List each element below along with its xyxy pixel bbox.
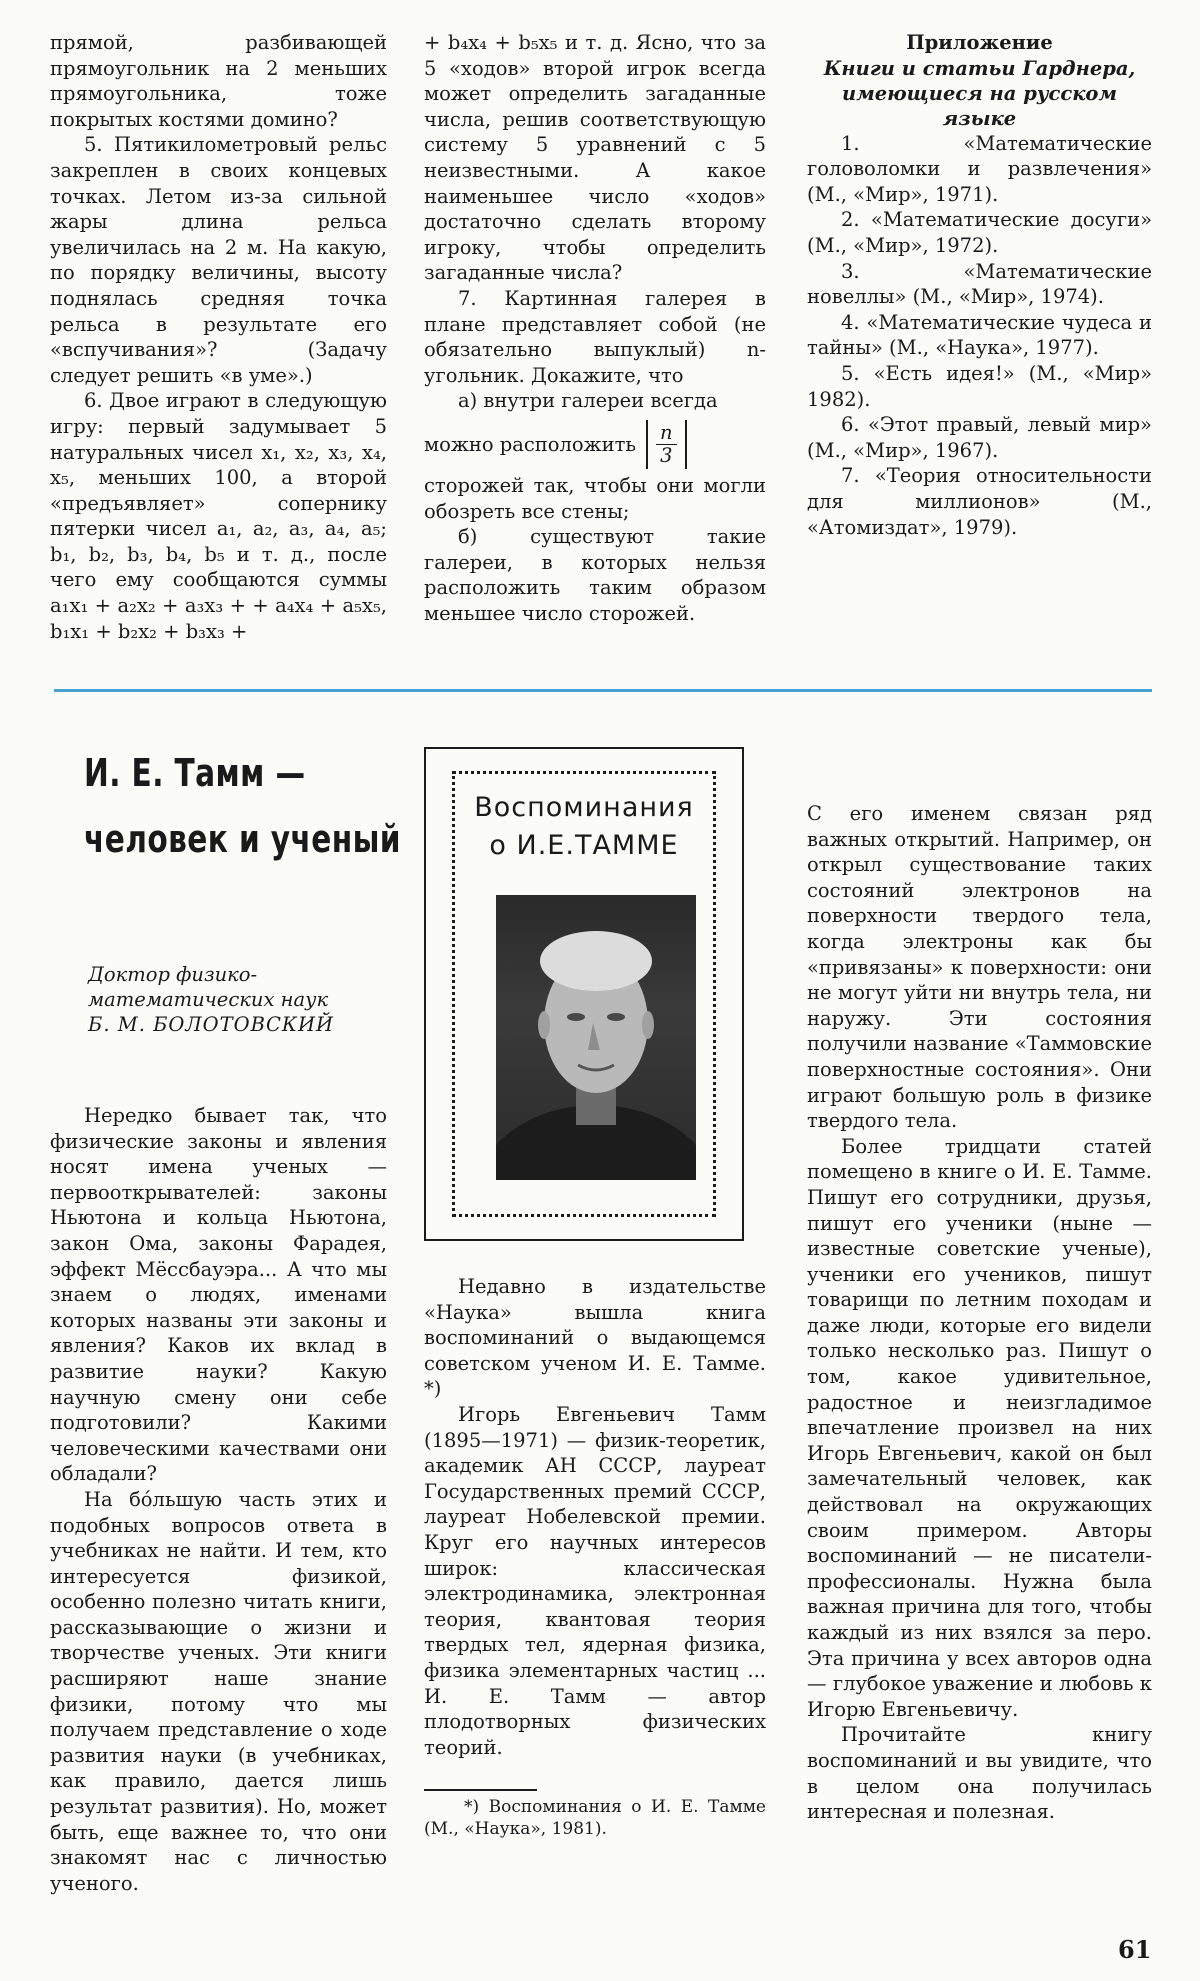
title-line-1: И. Е. Тамм — bbox=[84, 751, 306, 795]
paragraph: прямой, разбивающей прямоугольник на 2 меньших прямоугольника, тоже покрытых костями домино? bbox=[50, 31, 387, 131]
article-column-middle bbox=[424, 1274, 766, 1760]
floor-n-over-3 bbox=[646, 420, 687, 469]
paragraph: Недавно в издательстве «Наука» вышла книга воспоминаний о выдающемся советском ученом И. Е. Тамме. *) bbox=[424, 1275, 766, 1401]
page-number: 61 bbox=[1118, 1935, 1152, 1964]
footnote-text: *) Воспоминания о И. Е. Тамме (М., «Наука», 1981). bbox=[424, 1797, 766, 1839]
problem-7a: а) внутри галереи всегда bbox=[458, 389, 718, 413]
book-item-4: 4. «Математические чудеса и тайны» (М., «Наука», 1977). bbox=[807, 310, 1152, 360]
book-cover-line-1: Воспоминания bbox=[474, 792, 694, 823]
paragraph: С его именем связан ряд важных открытий. Например, он открыл существование таких состояний электронов на поверхности твердого тела, когда электроны как бы «привязаны» к поверхности: они не могут уйти ни внутрь тела, ни наружу. Эти состояния получили название «Таммовские поверхностные состояния». Они играют большую роль в физике твердого тела. bbox=[807, 802, 1152, 1133]
paragraph: сторожей так, чтобы они могли обозреть все стены; bbox=[424, 473, 766, 523]
book-item-5: 5. «Есть идея!» (М., «Мир» 1982). bbox=[807, 361, 1152, 411]
book-cover-image bbox=[424, 747, 744, 1241]
book-item-6: 6. «Этот правый, левый мир» (М., «Мир», 1967). bbox=[807, 413, 1152, 462]
problem-7b: б) существуют такие галереи, в которых нельзя расположить таким образом меньшее число сторожей. bbox=[424, 525, 766, 625]
appendix-title: Приложение bbox=[906, 31, 1053, 54]
book-item-2: 2. «Математические досуги» (М., «Мир», 1972). bbox=[807, 208, 1152, 257]
title-line-2: человек и ученый bbox=[84, 817, 401, 861]
paragraph: Игорь Евгеньевич Тамм (1895—1971) — физик-теоретик, академик АН СССР, лауреат Государственных премий СССР, лауреат Нобелевской премии. Круг его научных интересов широк: классическая электродинамика, электронная теория, квантовая теория твердых тел, ядерная физика, физика элементарных частиц ... И. Е. Тамм — автор плодотворных физических теорий. bbox=[424, 1402, 766, 1759]
footnote-rule bbox=[424, 1789, 537, 1791]
formula-text: можно расположить bbox=[424, 432, 637, 456]
article-column-right bbox=[807, 801, 1152, 1825]
book-item-3: 3. «Математические новеллы» (М., «Мир», 1974). bbox=[807, 259, 1152, 309]
problem-7: 7. Картинная галерея в плане представляет собой (не обязательно выпуклый) n-угольник. Докажите, что bbox=[424, 286, 766, 387]
section-divider bbox=[54, 689, 1152, 692]
byline bbox=[88, 962, 408, 1037]
top-column-1 bbox=[50, 30, 387, 644]
paragraph: Прочитайте книгу воспоминаний и вы увидите, что в целом она получилась интересная и полезная. bbox=[807, 1723, 1152, 1824]
floor-denominator: 3 bbox=[660, 443, 673, 467]
problem-5: 5. Пятикилометровый рельс закреплен в своих концевых точках. Летом из-за сильной жары длина рельса увеличилась на 2 м. На какую, по порядку величины, высоту поднялась средняя точка рельса в результате его «вспучивания»? (Задачу следует решить «в уме».) bbox=[50, 133, 387, 387]
paragraph: Более тридцати статей помещено в книге о И. Е. Тамме. Пишут его сотрудники, друзья, пишут его ученики (ныне — известные советские ученые), ученики его учеников, пишут товарищи по летним походам и даже люди, которые его видели только несколько раз. Пишут о том, какое удивительное, радостное и неизгладимое впечатление произвел на них Игорь Евгеньевич, какой он был замечательный человек, как действовал на окружающих своим примером. Авторы воспоминаний — не писатели-профессионалы. Нужна была важная причина для того, чтобы каждый из них взялся за перо. Эта причина у всех авторов одна — глубокое уважение и любовь к Игорю Евгеньевичу. bbox=[807, 1134, 1152, 1721]
portrait-illustration bbox=[496, 895, 696, 1180]
article-title bbox=[84, 740, 401, 872]
footnote bbox=[424, 1796, 766, 1840]
problem-6: 6. Двое играют в следующую игру: первый задумывает 5 натуральных чисел x₁, x₂, x₃, x₄, x₅, меньших 100, а второй «предъявляет» сопернику пятерки чисел a₁, a₂, a₃, a₄, a₅; b₁, b₂, b₃, b₄, b₅ и т. д., после чего ему сообщаются суммы a₁x₁ + a₂x₂ + a₃x₃ + + a₄x₄ + a₅x₅, b₁x₁ + b₂x₂ + b₃x₃ + bbox=[50, 389, 387, 643]
book-item-1: 1. «Математические головоломки и развлечения» (М., «Мир», 1971). bbox=[807, 131, 1152, 206]
book-item-7: 7. «Теория относительности для миллионов» (М., «Атомиздат», 1979). bbox=[807, 464, 1152, 539]
paragraph: На бóльшую часть этих и подобных вопросов ответа в учебниках не найти. И тем, кто интересуется физикой, особенно полезно читать книги, рассказывающие о жизни и творчестве ученых. Эти книги расширяют наше знание физики, потому что мы получаем представление о ходе развития науки (в учебниках, как правило, дается лишь результат развития). Но, может быть, еще важнее то, что они знакомят нас с личностью ученого. bbox=[50, 1487, 387, 1895]
appendix-subtitle: Книги и статьи Гарднера, имеющиеся на русском языке bbox=[823, 56, 1136, 130]
article-column-left bbox=[50, 1103, 387, 1896]
floor-formula-line bbox=[424, 420, 766, 469]
paragraph: + b₄x₄ + b₅x₅ и т. д. Ясно, что за 5 «ходов» второй игрок всегда может определить загаданные числа, решив соответствующую систему 5 уравнений с 5 неизвестными. А какое наименьшее число «ходов» достаточно сделать второму игроку, чтобы определить загаданные числа? bbox=[424, 31, 766, 285]
author-degree: Доктор физико-математических наук bbox=[88, 963, 329, 1011]
book-cover-title bbox=[426, 789, 742, 865]
top-column-2 bbox=[424, 30, 766, 626]
floor-numerator: n bbox=[656, 422, 677, 445]
appendix-column bbox=[807, 30, 1152, 540]
portrait-photo bbox=[496, 895, 696, 1180]
book-cover-line-2: о И.Е.ТАММЕ bbox=[489, 830, 679, 861]
author-name: Б. М. БОЛОТОВСКИЙ bbox=[88, 1013, 335, 1036]
paragraph: Нередко бывает так, что физические законы и явления носят имена ученых — первооткрывателей: законы Ньютона и кольца Ньютона, закон Ома, законы Фарадея, эффект Мёссбауэра... А что мы знаем о людях, именами которых названы эти законы и явления? Каков их вклад в развитие науки? Какую научную смену они себе подготовили? Какими человеческими качествами они обладали? bbox=[50, 1104, 387, 1486]
